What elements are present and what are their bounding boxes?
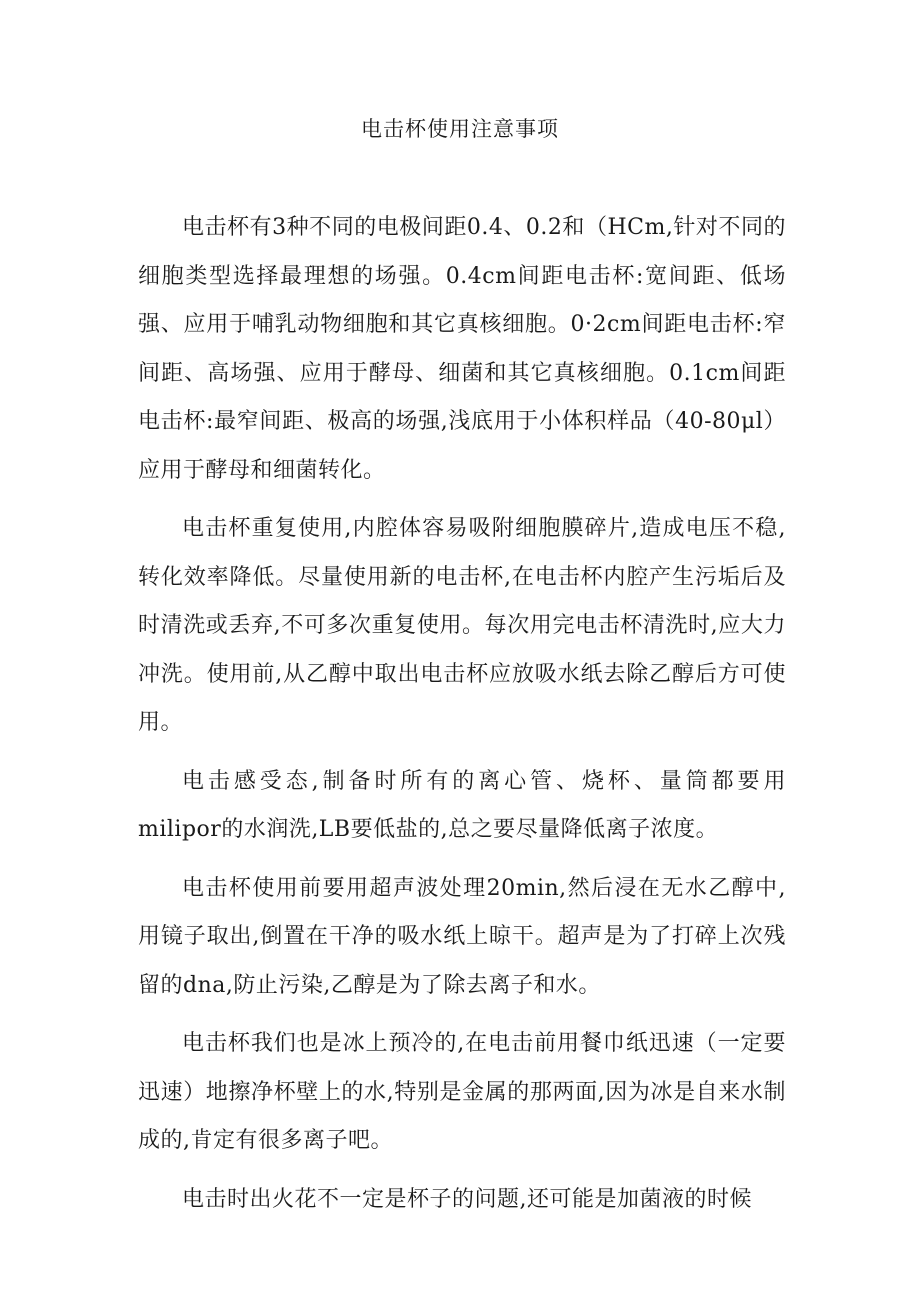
paragraph-competent-cells: 电击感受态,制备时所有的离心管、烧杯、量筒都要用milipor的水润洗,LB要低盐的,总之要尽量降低离子浓度。 [138, 768, 786, 842]
paragraph-sparks: 电击时出火花不一定是杯子的问题,还可能是加菌液的时候 [182, 1186, 752, 1212]
document-body [138, 204, 786, 1234]
document-title: 电击杯使用注意事项 [361, 117, 559, 141]
paragraph-reuse: 电击杯重复使用,内腔体容易吸附细胞膜碎片,造成电压不稳,转化效率降低。尽量使用新的电击杯,在电击杯内腔产生污垢后及时清洗或丢弃,不可多次重复使用。每次用完电击杯清洗时,应大力冲洗。使用前,从乙醇中取出电击杯应放吸水纸去除乙醇后方可使用。 [138, 516, 786, 735]
paragraph-electrode-gap: 电击杯有3种不同的电极间距0.4、0.2和（HCm,针对不同的细胞类型选择最理想的场强。0.4cm间距电击杯:宽间距、低场强、应用于哺乳动物细胞和其它真核细胞。0·2cm间距电击杯:窄间距、高场强、应用于酵母、细菌和其它真核细胞。0.1cm间距电击杯:最窄间距、极高的场强,浅底用于小体积样品（40-80μl）应用于酵母和细菌转化。 [138, 215, 786, 483]
paragraph-ultrasonic-cleaning: 电击杯使用前要用超声波处理20min,然后浸在无水乙醇中,用镜子取出,倒置在干净的吸水纸上晾干。超声是为了打碎上次残留的dna,防止污染,乙醇是为了除去离子和水。 [138, 875, 786, 998]
paragraph-ice-precool: 电击杯我们也是冰上预冷的,在电击前用餐巾纸迅速（一定要迅速）地擦净杯壁上的水,特别是金属的那两面,因为冰是自来水制成的,肯定有很多离子吧。 [138, 1031, 786, 1153]
